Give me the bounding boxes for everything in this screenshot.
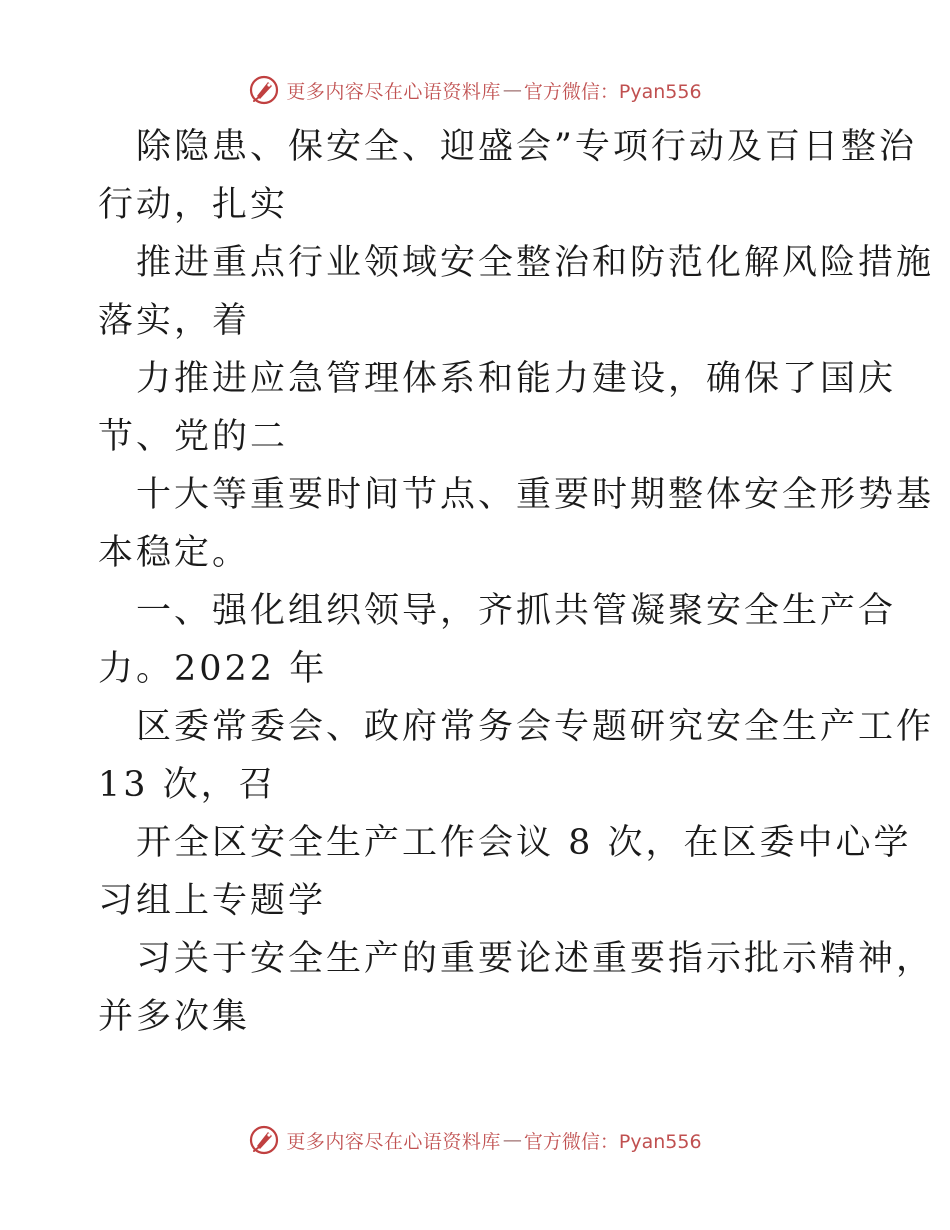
pen-nib-logo-icon [248, 74, 280, 106]
text-line-14: 习组上专题学 [98, 881, 327, 921]
footer-banner [0, 1120, 950, 1160]
text-line-12: 13 次，召 [98, 765, 277, 805]
text-line-7: 十大等重要时间节点、重要时期整体安全形势基 [136, 475, 935, 515]
document-body [98, 118, 935, 1046]
text-line-9: 一、强化组织领导，齐抓共管凝聚安全生产合 [136, 591, 897, 631]
text-line-11: 区委常委会、政府常务会专题研究安全生产工作 [136, 707, 935, 747]
text-line-16: 并多次集 [98, 997, 251, 1037]
header-banner-contact: 官方微信：Pyan556 [523, 80, 702, 103]
text-line-6: 节、党的二 [98, 417, 289, 457]
text-line-4: 落实，着 [98, 301, 251, 341]
header-banner-text: 更多内容尽在心语资料库 [286, 80, 501, 103]
text-line-5: 力推进应急管理体系和能力建设，确保了国庆 [136, 359, 897, 399]
pen-nib-logo-icon [248, 1124, 280, 1156]
text-line-3: 推进重点行业领域安全整治和防范化解风险措施 [136, 243, 935, 283]
text-line-13: 开全区安全生产工作会议 8 次，在区委中心学 [136, 823, 912, 863]
header-banner [0, 70, 950, 110]
text-line-8: 本稳定。 [98, 533, 251, 573]
text-line-1: 除隐患、保安全、迎盛会”专项行动及百日整治 [136, 127, 917, 167]
footer-banner-text: 更多内容尽在心语资料库 [286, 1130, 501, 1153]
header-banner-separator: — [502, 79, 522, 101]
text-line-2: 行动，扎实 [98, 185, 289, 225]
text-line-15: 习关于安全生产的重要论述重要指示批示精神， [136, 939, 935, 979]
footer-banner-separator: — [502, 1129, 522, 1151]
text-line-10: 力。2022 年 [98, 649, 328, 689]
footer-banner-contact: 官方微信：Pyan556 [523, 1130, 702, 1153]
